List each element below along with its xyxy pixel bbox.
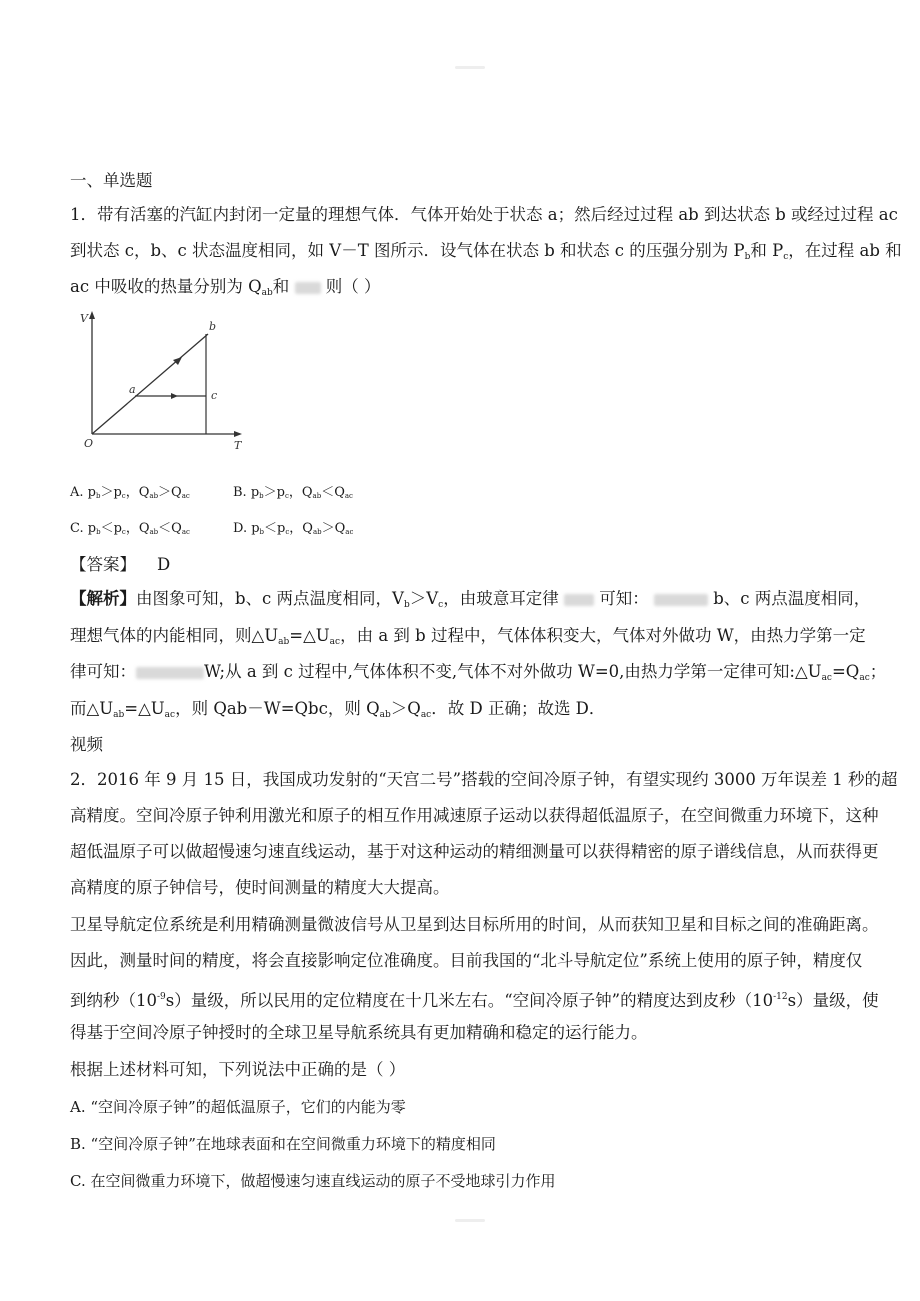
vt-graph [72,308,252,463]
q1-stem-line3: ac 中吸收的热量分别为 $Q_{ab}$和 则（ ） [70,277,381,298]
top-page-mark [455,66,485,69]
q2-para1-line2: 高精度。空间冷原子钟利用激光和原子的相互作用减速原子运动以获得超低温原子，在空间微重力环境下，这种 [70,806,879,825]
origin-label: O [84,437,94,450]
q1-stem-line2: 到状态 c，b、c 状态温度相同，如 V－T 图所示．设气体在状态 b 和状态 c 的压强分别为 $P_b$和 $P_c$，在过程 ab 和 [70,241,902,262]
v-axis-arrow [89,311,95,319]
ac-arrow [171,393,178,399]
bottom-page-mark [455,1219,485,1222]
q1-option-b[interactable]: B. $p_b>p_c$，$Q_{ab}<Q_{ac}$ [233,485,353,500]
q1-stem-line1: 1．带有活塞的汽缸内封闭一定量的理想气体．气体开始处于状态 a；然后经过过程 ab 到达状态 b 或经过过程 ac [70,205,898,224]
q1-video-link[interactable]: 视频 [70,735,103,754]
q1-analysis-line4: 而$\triangle U_{ab}=\triangle U_{ac}$，则 Qab－W=Qbc，则 $Q_{ab}>Q_{ac}$．故 D 正确；故选 D． [70,699,606,720]
q2-option-a[interactable]: A. “空间冷原子钟”的超低温原子，它们的内能为零 [70,1098,406,1116]
q2-para1-line1: 2．2016 年 9 月 15 日，我国成功发射的“天宫二号”搭载的空间冷原子钟，有望实现约 3000 万年误差 1 秒的超 [70,770,898,789]
v-axis-label: V [80,312,88,325]
t-axis-label: T [234,439,242,452]
point-b-label: b [209,320,217,333]
t-axis-arrow [234,431,242,437]
q2-para2-line3: 到纳秒$(10^{-9}s)$量级，所以民用的定位精度在十几米左右。“空间冷原子钟”的精度达到皮秒$(10^{-12}s)$量级，使 [70,991,879,1010]
q1-option-a[interactable]: A. $p_b>p_c$，$Q_{ab}>Q_{ac}$ [70,485,190,500]
q2-para1-line3: 超低温原子可以做超慢速匀速直线运动，基于对这种运动的精细测量可以获得精密的原子谱线信息，从而获得更 [70,842,879,861]
q1-analysis-line3: 律可知： W;从 a 到 c 过程中,气体体积不变,气体不对外做功 W=0,由热力学第一定律可知$:\triangle U_{ac}=Q_{ac}$； [70,662,887,683]
process-ab-line [92,334,208,434]
q2-stem: 根据上述材料可知，下列说法中正确的是（ ） [70,1060,406,1079]
q1-option-c[interactable]: C. $p_b<p_c$，$Q_{ab}<Q_{ac}$ [70,521,190,536]
redacted-formula [295,282,321,294]
q2-para2-line2: 因此，测量时间的精度，将会直接影响定位准确度。目前我国的“北斗导航定位”系统上使用的原子钟，精度仅 [70,951,863,970]
point-a-label: a [129,383,136,396]
redacted-formula [136,667,204,679]
point-c-label: c [211,389,218,402]
q2-para2-line1: 卫星导航定位系统是利用精确测量微波信号从卫星到达目标所用的时间，从而获知卫星和目标之间的准确距离。 [70,915,879,934]
q2-para1-line4: 高精度的原子钟信号，使时间测量的精度大大提高。 [70,878,450,897]
q1-answer: 【答案】 D [70,555,171,574]
q1-analysis-line1: 【解析】由图象可知，b、c 两点温度相同，$V_b>V_c$，由玻意耳定律 可知： b、c 两点温度相同， [70,589,871,610]
q2-para2-line4: 得基于空间冷原子钟授时的全球卫星导航系统具有更加精确和稳定的运行能力。 [70,1023,648,1042]
q2-option-c[interactable]: C. 在空间微重力环境下，做超慢速匀速直线运动的原子不受地球引力作用 [70,1172,556,1190]
q2-option-b[interactable]: B. “空间冷原子钟”在地球表面和在空间微重力环境下的精度相同 [70,1135,496,1153]
redacted-formula [654,594,708,606]
redacted-formula [564,594,594,606]
section-heading: 一、单选题 [70,171,153,190]
q1-option-d[interactable]: D. $p_b<p_c$，$Q_{ab}>Q_{ac}$ [233,521,354,536]
q1-analysis-line2: 理想气体的内能相同，则$\triangle U_{ab}=\triangle U_{ac}$，由 a 到 b 过程中，气体体积变大，气体对外做功 W，由热力学第一定 [70,626,866,647]
